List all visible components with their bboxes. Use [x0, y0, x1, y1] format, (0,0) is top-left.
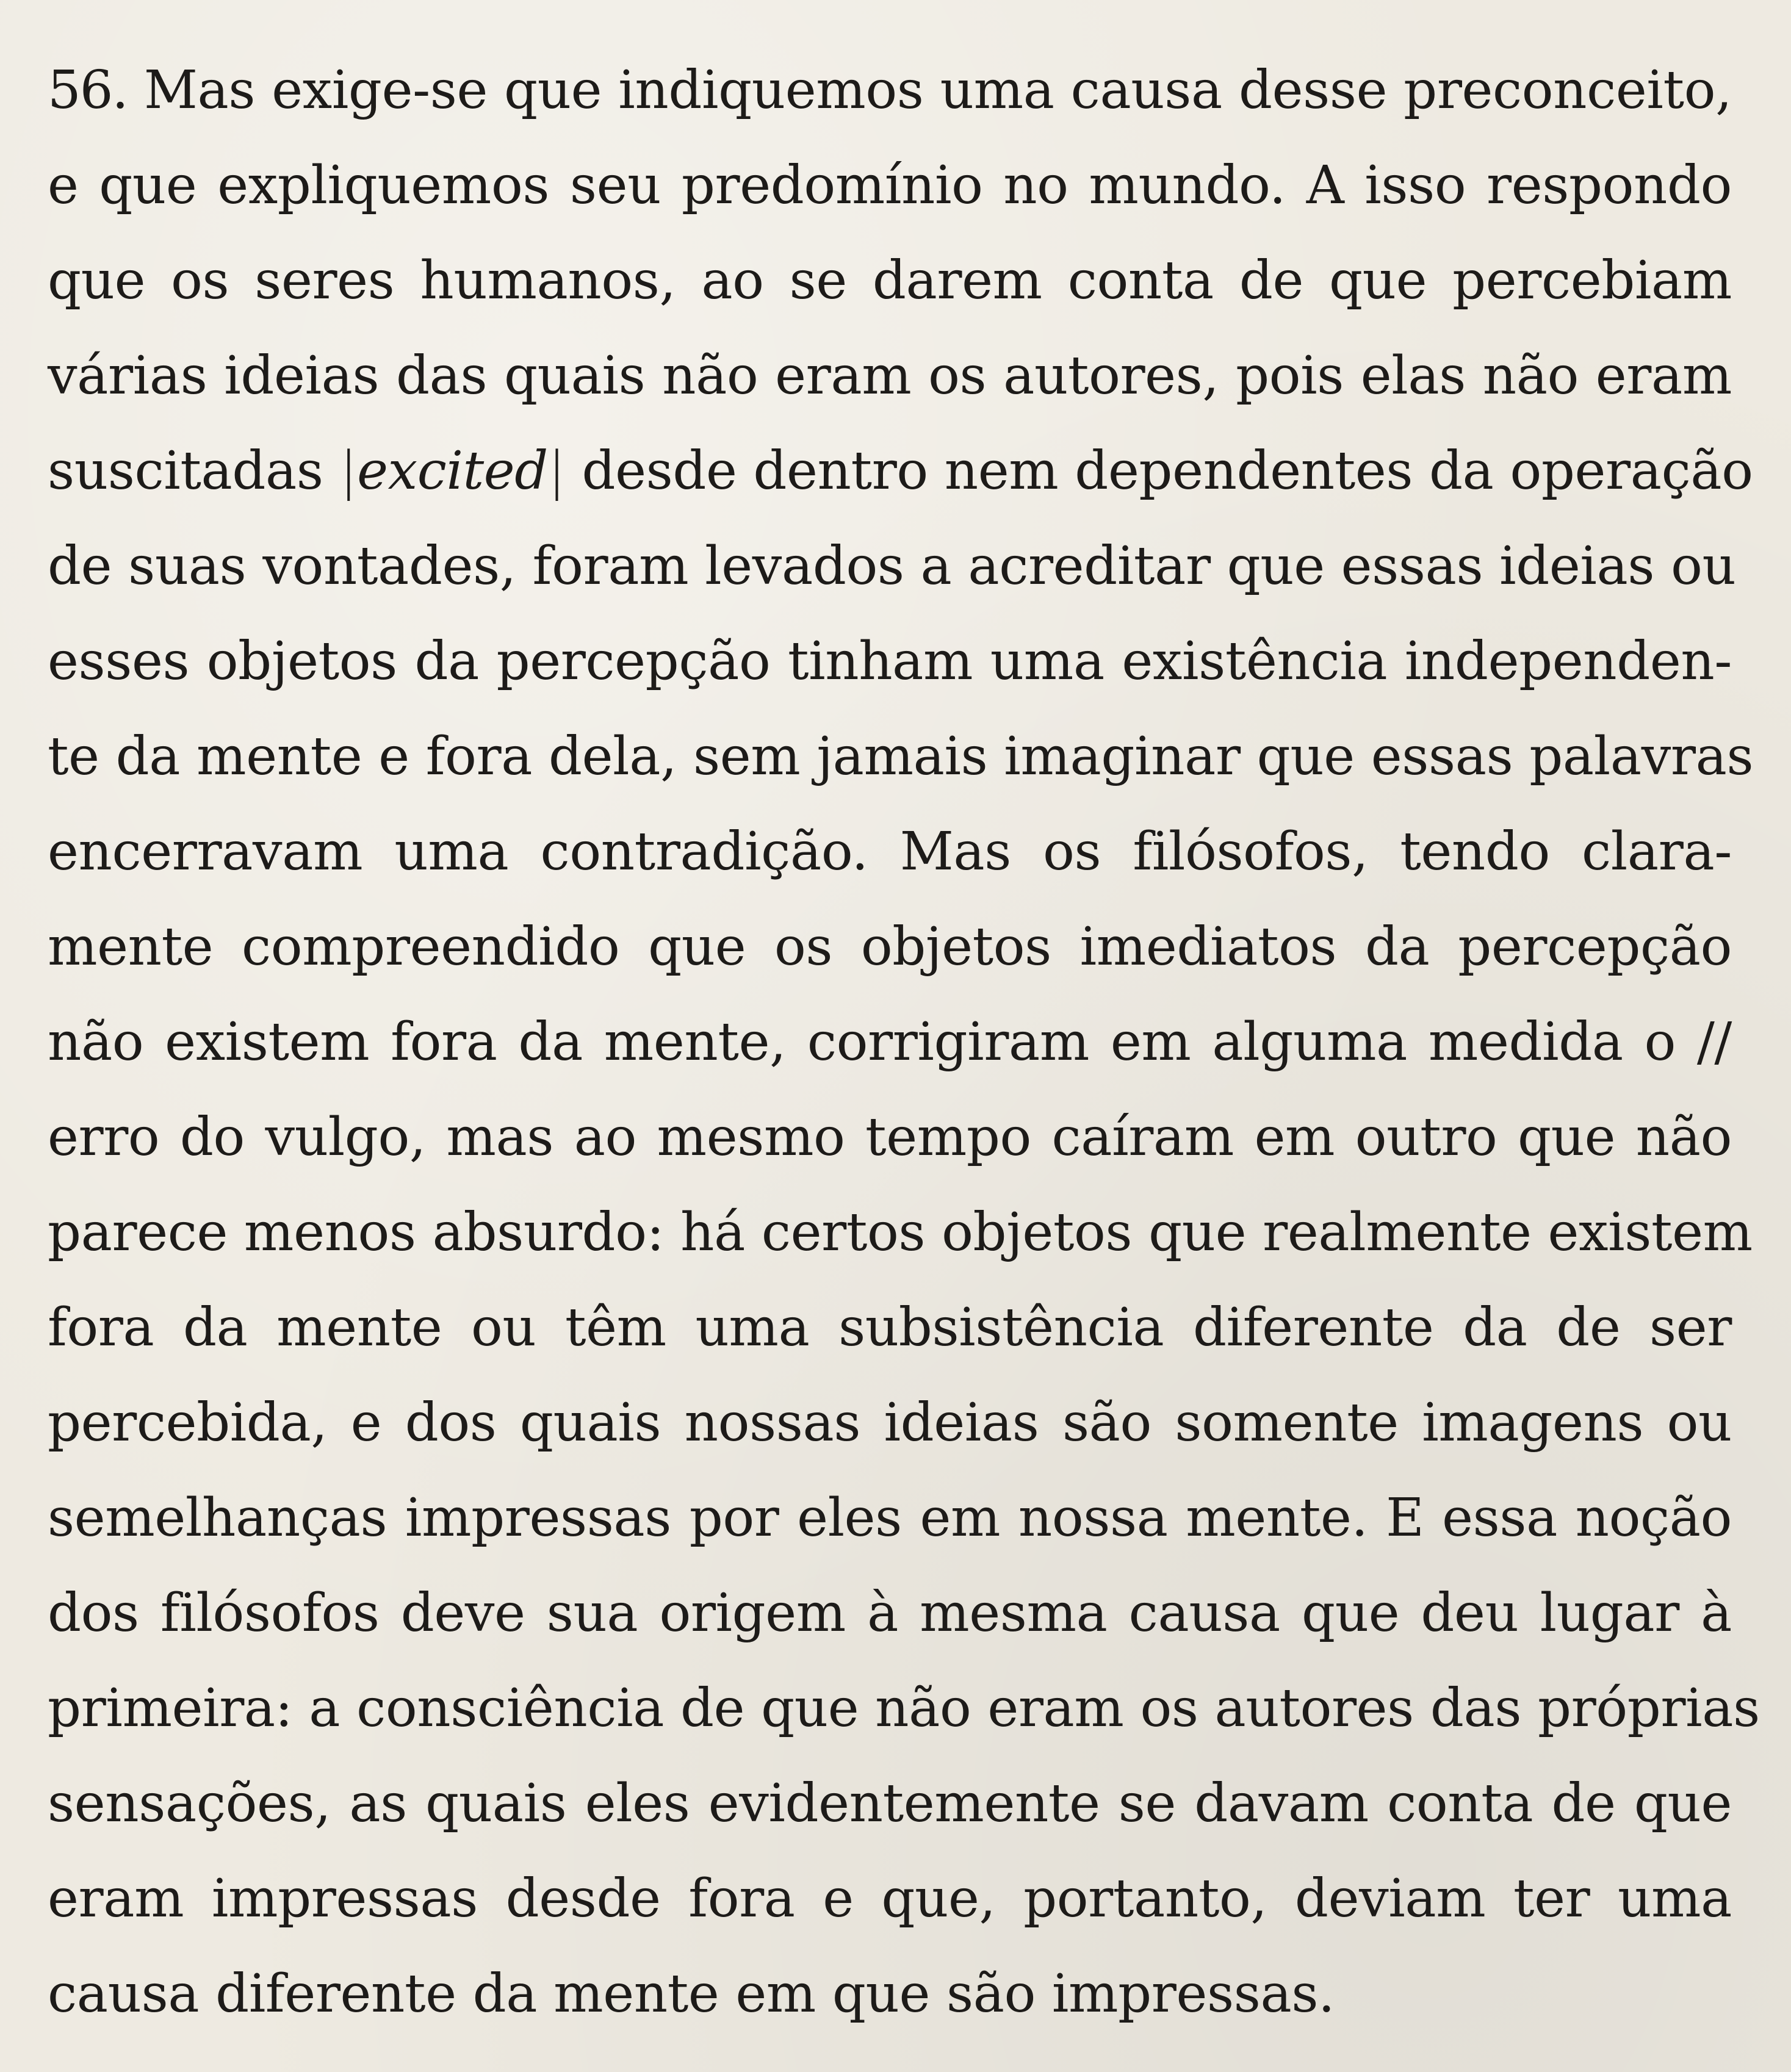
text-line-11: não existem fora da mente, corrigiram em alguma medida o // — [48, 1012, 1732, 1073]
text-line-4: várias ideias das quais não eram os autores, pois elas não eram — [48, 345, 1732, 406]
gloss-bar-right: | — [547, 441, 566, 502]
text-line-7: esses objetos da percepção tinham uma existência independen- — [48, 631, 1732, 692]
text-line-8: te da mente e fora dela, sem jamais imaginar que essas palavras — [48, 726, 1754, 787]
text-line-21: causa diferente da mente em que são impressas. — [48, 1963, 1335, 2024]
text-line-18: primeira: a consciência de que não eram os autores das próprias — [48, 1678, 1760, 1739]
text-line-9: encerravam uma contradição. Mas os filósofos, tendo clara- — [48, 821, 1732, 882]
paragraph-56 — [48, 43, 1760, 2041]
paragraph-number: 56. — [48, 60, 128, 121]
text-line-3: que os seres humanos, ao se darem conta de que percebiam — [48, 250, 1732, 311]
text-line-12: erro do vulgo, mas ao mesmo tempo caíram em outro que não — [48, 1107, 1732, 1168]
original-term-gloss: excited — [357, 441, 548, 502]
text-line-2: e que expliquemos seu predomínio no mundo. A isso respondo — [48, 155, 1732, 216]
line-text: Mas exige-se que indiquemos uma causa desse preconceito, — [143, 60, 1732, 121]
text-line-20: eram impressas desde fora e que, portanto, deviam ter uma — [48, 1868, 1732, 1929]
text-line-13: parece menos absurdo: há certos objetos que realmente existem — [48, 1202, 1753, 1263]
gloss-bar-left: | — [339, 441, 358, 502]
text-line-17: dos filósofos deve sua origem à mesma causa que deu lugar à — [48, 1583, 1732, 1644]
text-line-16: semelhanças impressas por eles em nossa mente. E essa noção — [48, 1487, 1732, 1549]
text-line-5 — [48, 423, 1753, 519]
text-line-1 — [48, 43, 1732, 138]
text-line-6: de suas vontades, foram levados a acreditar que essas ideias ou — [48, 536, 1736, 597]
text-line-14: fora da mente ou têm uma subsistência diferente da de ser — [48, 1297, 1732, 1358]
text-line-15: percebida, e dos quais nossas ideias são somente imagens ou — [48, 1392, 1732, 1453]
text-line-10: mente compreendido que os objetos imediatos da percepção — [48, 916, 1732, 977]
line-text: desde dentro nem dependentes da operação — [582, 441, 1753, 502]
text-line-19: sensações, as quais eles evidentemente se davam conta de que — [48, 1773, 1732, 1834]
line-text: suscitadas — [48, 441, 323, 502]
